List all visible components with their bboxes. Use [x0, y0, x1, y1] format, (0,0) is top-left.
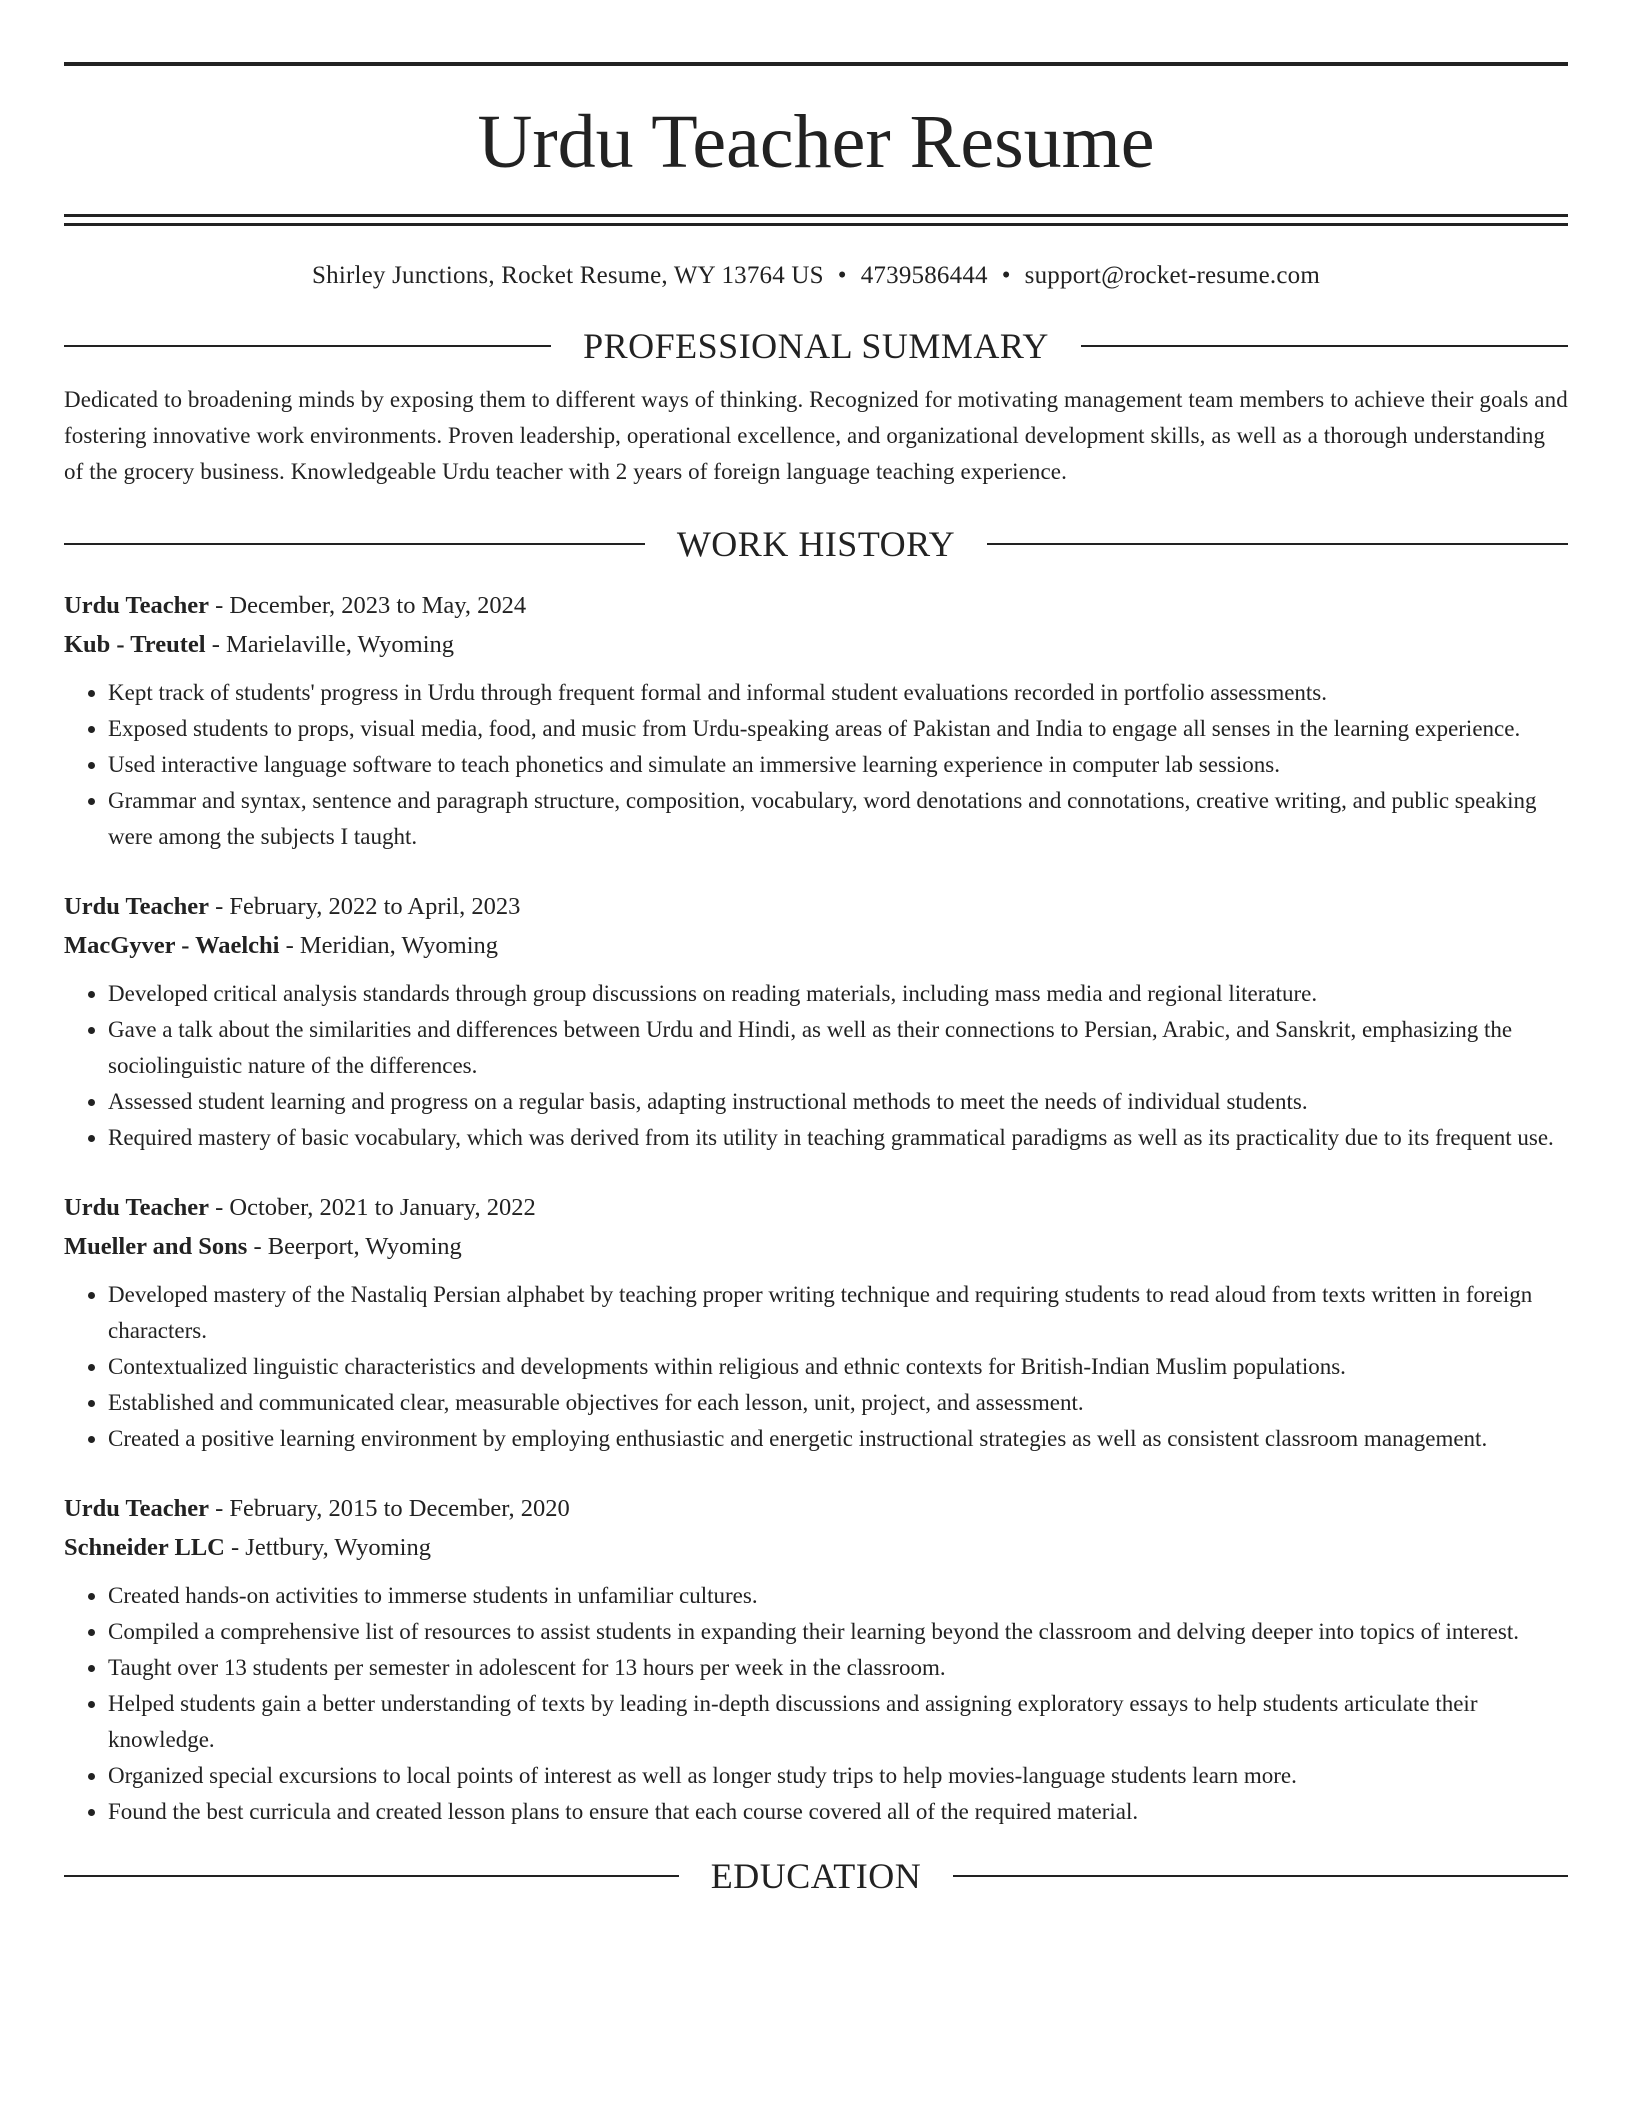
job-bullets — [64, 675, 1568, 855]
job-title: Urdu Teacher — [64, 592, 209, 619]
job-location: - Beerport, Wyoming — [247, 1233, 462, 1260]
list-item: • Developed mastery of the Nastaliq Persian alphabet by teaching proper writing technique and requiring students to read aloud from texts written in foreign characters. — [108, 1277, 1568, 1349]
list-item: • Created a positive learning environment by employing enthusiastic and energetic instructional strategies as well as consistent classroom management. — [108, 1421, 1568, 1457]
job-company: Kub - Treutel — [64, 631, 206, 658]
contact-separator: • — [1001, 262, 1011, 289]
list-item: • Used interactive language software to teach phonetics and simulate an immersive learning experience in computer lab sessions. — [108, 747, 1568, 783]
job-company-line — [64, 1528, 1568, 1567]
heading-rule-left — [64, 1875, 679, 1877]
section-heading-education — [64, 1858, 1568, 1894]
heading-rule-right — [953, 1875, 1568, 1877]
top-rule — [64, 62, 1568, 66]
list-item: • Compiled a comprehensive list of resources to assist students in expanding their learning beyond the classroom and delving deeper into topics of interest. — [108, 1614, 1568, 1650]
job-title: Urdu Teacher — [64, 1495, 209, 1522]
section-title: EDUCATION — [710, 1856, 922, 1896]
section-title: PROFESSIONAL SUMMARY — [583, 326, 1049, 366]
work-history-list — [64, 586, 1568, 1830]
list-item: • Organized special excursions to local points of interest as well as longer study trips to help movies-language students learn more. — [108, 1758, 1568, 1794]
section-heading-summary — [64, 328, 1568, 364]
list-item: • Taught over 13 students per semester in adolescent for 13 hours per week in the classroom. — [108, 1650, 1568, 1686]
summary-text: Dedicated to broadening minds by exposing them to different ways of thinking. Recognized for motivating management team members to achieve their goals and fostering innovative work environments. Proven leadership, operational excellence, and organizational development skills, as well as a thorough understanding of the grocery business. Knowledgeable Urdu teacher with 2 years of foreign language teaching experience. — [64, 387, 1568, 484]
job-company: MacGyver - Waelchi — [64, 932, 280, 959]
list-item: • Grammar and syntax, sentence and paragraph structure, composition, vocabulary, word denotations and connotations, creative writing, and public speaking were among the subjects I taught. — [108, 783, 1568, 855]
job-location: - Meridian, Wyoming — [279, 932, 499, 959]
title-double-rule — [64, 214, 1568, 226]
job-dates: - December, 2023 to May, 2024 — [208, 592, 527, 619]
job-location: - Marielaville, Wyoming — [205, 631, 455, 658]
contact-address: Shirley Junctions, Rocket Resume, WY 13764 US — [312, 262, 824, 289]
job-bullets — [64, 1277, 1568, 1457]
job-title-line — [64, 586, 1568, 625]
heading-rule-left — [64, 345, 551, 347]
job-company-line — [64, 625, 1568, 664]
job-title-line — [64, 1188, 1568, 1227]
job-entry — [64, 1188, 1568, 1457]
list-item: • Created hands-on activities to immerse students in unfamiliar cultures. — [108, 1578, 1568, 1614]
list-item: • Exposed students to props, visual media, food, and music from Urdu-speaking areas of Pakistan and India to engage all senses in the learning experience. — [108, 711, 1568, 747]
contact-line — [64, 260, 1568, 292]
contact-phone: 4739586444 — [860, 262, 988, 289]
job-bullets — [64, 976, 1568, 1156]
section-heading-work-history — [64, 526, 1568, 562]
job-company-line — [64, 1227, 1568, 1266]
job-company: Mueller and Sons — [64, 1233, 248, 1260]
job-entry — [64, 586, 1568, 855]
list-item: • Assessed student learning and progress on a regular basis, adapting instructional methods to meet the needs of individual students. — [108, 1084, 1568, 1120]
heading-rule-right — [987, 543, 1568, 545]
job-title-line — [64, 1489, 1568, 1528]
list-item: • Developed critical analysis standards through group discussions on reading materials, including mass media and regional literature. — [108, 976, 1568, 1012]
list-item: • Gave a talk about the similarities and differences between Urdu and Hindi, as well as their connections to Persian, Arabic, and Sanskrit, emphasizing the sociolinguistic nature of the differences. — [108, 1012, 1568, 1084]
list-item: • Established and communicated clear, measurable objectives for each lesson, unit, project, and assessment. — [108, 1385, 1568, 1421]
job-company-line — [64, 926, 1568, 965]
heading-rule-right — [1081, 345, 1568, 347]
job-entry — [64, 1489, 1568, 1830]
job-title-line — [64, 887, 1568, 926]
job-title: Urdu Teacher — [64, 893, 209, 920]
job-entry — [64, 887, 1568, 1156]
document-title: Urdu Teacher Resume — [477, 100, 1155, 184]
job-dates: - February, 2015 to December, 2020 — [208, 1495, 570, 1522]
job-dates: - February, 2022 to April, 2023 — [208, 893, 521, 920]
job-dates: - October, 2021 to January, 2022 — [208, 1194, 536, 1221]
job-title: Urdu Teacher — [64, 1194, 209, 1221]
section-title: WORK HISTORY — [676, 524, 956, 564]
contact-email: support@rocket-resume.com — [1024, 262, 1320, 289]
job-company: Schneider LLC — [64, 1534, 225, 1561]
contact-separator: • — [837, 262, 847, 289]
heading-rule-left — [64, 543, 645, 545]
list-item: • Found the best curricula and created lesson plans to ensure that each course covered all of the required material. — [108, 1794, 1568, 1830]
job-location: - Jettbury, Wyoming — [224, 1534, 431, 1561]
list-item: • Helped students gain a better understanding of texts by leading in-depth discussions and assigning exploratory essays to help students articulate their knowledge. — [108, 1686, 1568, 1758]
list-item: • Kept track of students' progress in Urdu through frequent formal and informal student evaluations recorded in portfolio assessments. — [108, 675, 1568, 711]
list-item: • Required mastery of basic vocabulary, which was derived from its utility in teaching grammatical paradigms as well as its practicality due to its frequent use. — [108, 1120, 1568, 1156]
list-item: • Contextualized linguistic characteristics and developments within religious and ethnic contexts for British-Indian Muslim populations. — [108, 1349, 1568, 1385]
job-bullets — [64, 1578, 1568, 1830]
